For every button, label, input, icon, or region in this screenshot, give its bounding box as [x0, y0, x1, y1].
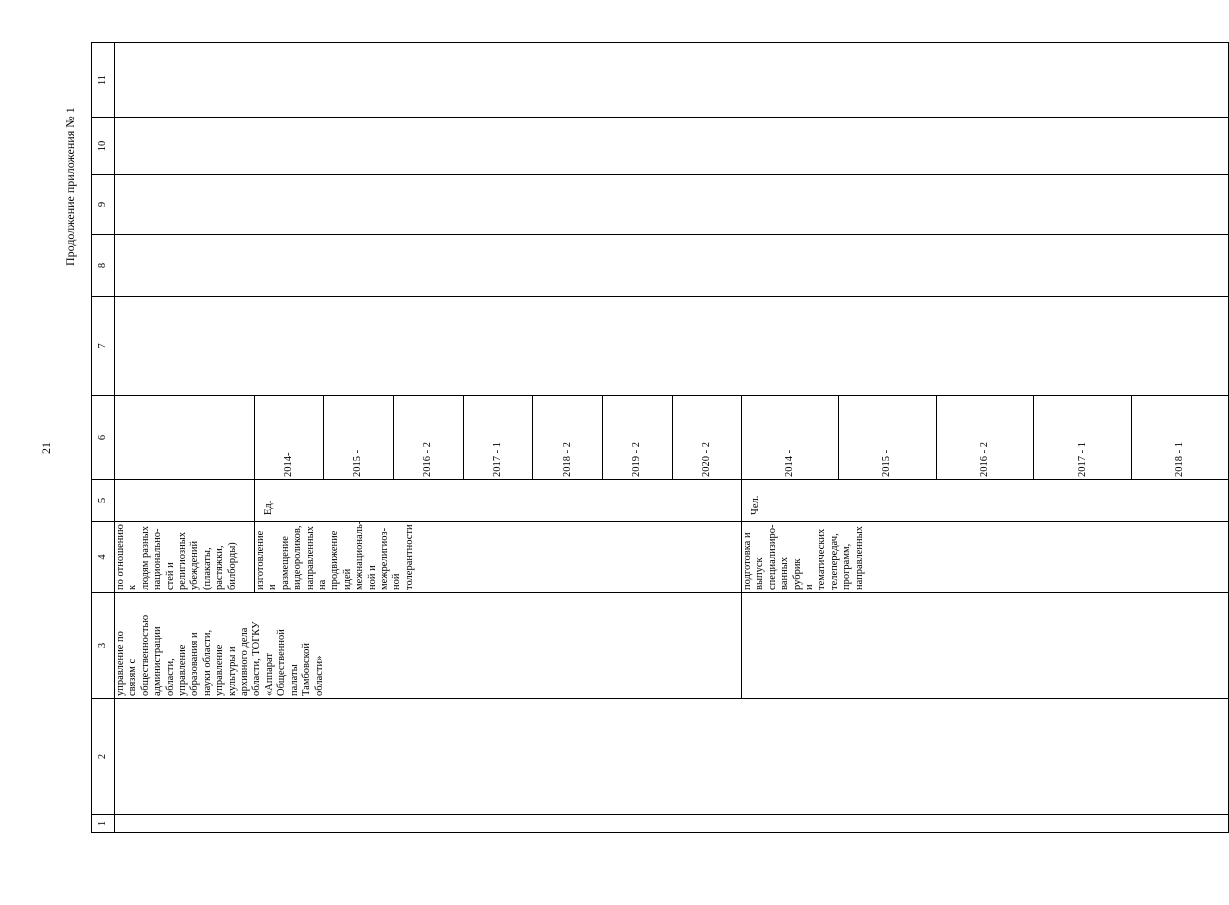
col-header-2: 2: [92, 699, 115, 815]
year-value: 2015 -: [838, 396, 936, 479]
col-header-7: 7: [92, 297, 115, 396]
col-header-5: 5: [92, 480, 115, 522]
years-cell: [742, 396, 1229, 480]
col-header-6: 6: [92, 396, 115, 480]
activity-cell: изготовление и размещение видеороликов, направленных на продвижение идей межнациональ- ной и межрелигиоз- ной толерантности: [255, 522, 742, 593]
column-number-row: [92, 43, 115, 833]
activity-cell: по отношению к людям разных национально- стей и религиозных убеждений (плакаты, растяжки, билборды): [115, 522, 255, 593]
page-number: 21: [39, 442, 53, 454]
year-value: 2014 -: [742, 396, 838, 479]
col-header-1: 1: [92, 815, 115, 833]
years-cell: [255, 396, 742, 480]
year-value: 2016 - 2: [936, 396, 1034, 479]
col-header-10: 10: [92, 118, 115, 175]
year-value: 2014-: [255, 396, 323, 479]
col-header-9: 9: [92, 175, 115, 235]
appendix-title: Продолжение приложения № 1: [63, 107, 77, 266]
year-value: 2018 - 1: [1174, 442, 1185, 477]
year-value: 2015 -: [323, 396, 393, 479]
plan-table: [91, 42, 1229, 833]
col-header-3: 3: [92, 593, 115, 699]
col-header-4: 4: [92, 522, 115, 593]
plan-table-rotated: [91, 43, 1185, 833]
col-header-11: 11: [92, 43, 115, 118]
year-value: 2020 - 2: [700, 442, 712, 477]
unit-cell: Чел.: [742, 480, 1229, 522]
col-header-8: 8: [92, 235, 115, 297]
activity-cell: подготовка и выпуск специализиро- ванных рубрик и тематических телепередач, программ, направленных: [742, 522, 1229, 593]
year-value: 2017 - 1: [1034, 396, 1132, 479]
year-value: 2017 - 1: [463, 396, 533, 479]
responsible-cell: управление по связям с общественностью администрации области, управление образования и науки области, управление культуры и архивного дела области, ТОГКУ «Аппарат Общественной палаты Тамбовской области»: [115, 593, 742, 699]
year-value: 2018 - 2: [533, 396, 603, 479]
table-row: [115, 43, 255, 833]
year-value: 2019 - 2: [603, 396, 673, 479]
unit-cell: Ед.: [255, 480, 742, 522]
year-value: 2016 - 2: [393, 396, 463, 479]
